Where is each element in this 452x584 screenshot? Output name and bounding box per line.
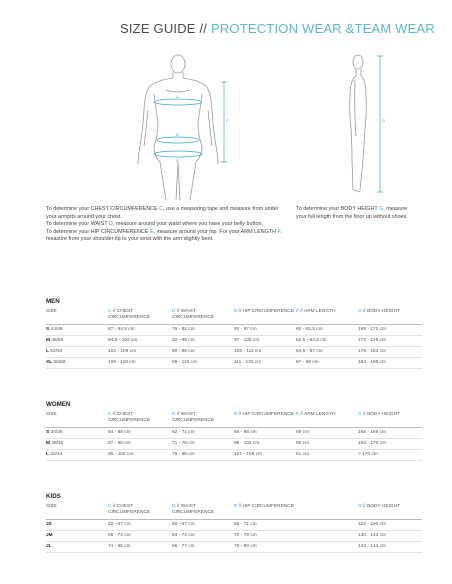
label-f: F: [226, 118, 229, 123]
table-row: XL 56/58 109 - 118 cm 99 - 110 cm 111 - 120 cm 67 - 69 cm 183 - 198 cm: [46, 358, 422, 369]
label-d: D: [176, 132, 179, 137]
label-c: C: [176, 94, 179, 99]
header-height: G // BODY HEIGHT: [358, 309, 401, 314]
header-waist: D // WAIST CIRCUMFERENCE: [172, 309, 215, 320]
title-main: SIZE GUIDE //: [120, 21, 208, 36]
height-instructions: To determine your BODY HEIGHT G, measure your full length from the floor up without shoes.: [296, 206, 408, 220]
table-row: S 44/46 87 - 94,5 cm 76 - 82 cm 92 - 97 cm 60 - 62,5 cm 168 - 172 cm: [46, 325, 422, 336]
page-title: [120, 21, 435, 36]
side-body-diagram: [318, 50, 398, 200]
kids-title: KIDS: [46, 493, 61, 500]
kids-section: [46, 493, 422, 553]
table-row: JS 62 - 67 cm 60 - 67 cm 65 - 71 cm 122 - 130 cm: [46, 520, 422, 531]
header-hip: E // HIP CIRCUMFERENCE: [234, 309, 294, 314]
table-header: SIZE C // CHEST CIRCUMFERENCE D // WAIST CIRCUMFERENCE E // HIP CIRCUMFERENCE G // BODY HEIGHT: [46, 504, 422, 520]
women-table: [46, 412, 422, 461]
women-section: [46, 401, 422, 461]
women-title: WOMEN: [46, 401, 71, 408]
header-arm: F // ARM LENGTH: [296, 309, 336, 314]
header-size: SIZE: [46, 309, 57, 314]
table-row: M 38/40 87 - 95 cm 71 - 78 cm 96 - 102 cm 60 cm 168 - 170 cm: [46, 439, 422, 450]
table-row: L 52/54 102 - 109 cm 90 - 98 cm 105 - 111 cm 64,5 - 67 cm 178 - 183 cm: [46, 347, 422, 358]
label-g: G: [382, 118, 386, 123]
kids-table: [46, 504, 422, 553]
table-row: L 42/44 95 - 102 cm 79 - 86 cm 102 - 109 cm 61 cm > 170 cm: [46, 450, 422, 461]
men-section: [46, 298, 422, 369]
table-header: SIZE C // CHEST CIRCUMFERENCE D // WAIST CIRCUMFERENCE E // HIP CIRCUMFERENCE F // ARM LENGTH G // BODY HEIGHT: [46, 412, 422, 428]
table-row: JM 66 - 74 cm 64 - 74 cm 70 - 79 cm 130 - 143 cm: [46, 531, 422, 542]
table-header: [46, 309, 422, 325]
front-body-diagram: [118, 50, 238, 200]
men-table: [46, 309, 422, 369]
label-e: E: [176, 158, 179, 163]
measurement-instructions: To determine your CHEST CIRCUMFERENCE C, use a measuring tape and measure from under your armpits around your chest. To determine your WAIST D, measure around your waist where you have your belly button. To determine your HIP CIRCUMFERENCE E, measure around your hip. For your ARM LENGTH F, measure from your shoulder tip to your wrist with the arm slightly bent.: [46, 206, 282, 243]
table-row: S 34/36 84 - 88 cm 62 - 71 cm 85 - 96 cm 59 cm 165 - 168 cm: [46, 428, 422, 439]
title-sub: PROTECTION WEAR &TEAM WEAR: [210, 21, 435, 36]
men-title: MEN: [46, 298, 60, 305]
table-row: JL 74 - 85 cm 66 - 77 cm 79 - 90 cm 143 - 144 cm: [46, 542, 422, 553]
header-chest: C // CHEST CIRCUMFERENCE: [108, 309, 151, 320]
table-row: M 48/50 94,5 - 102 cm 82 - 88 cm 97 - 105 cm 62,5 - 64,5 cm 172 - 178 cm: [46, 336, 422, 347]
